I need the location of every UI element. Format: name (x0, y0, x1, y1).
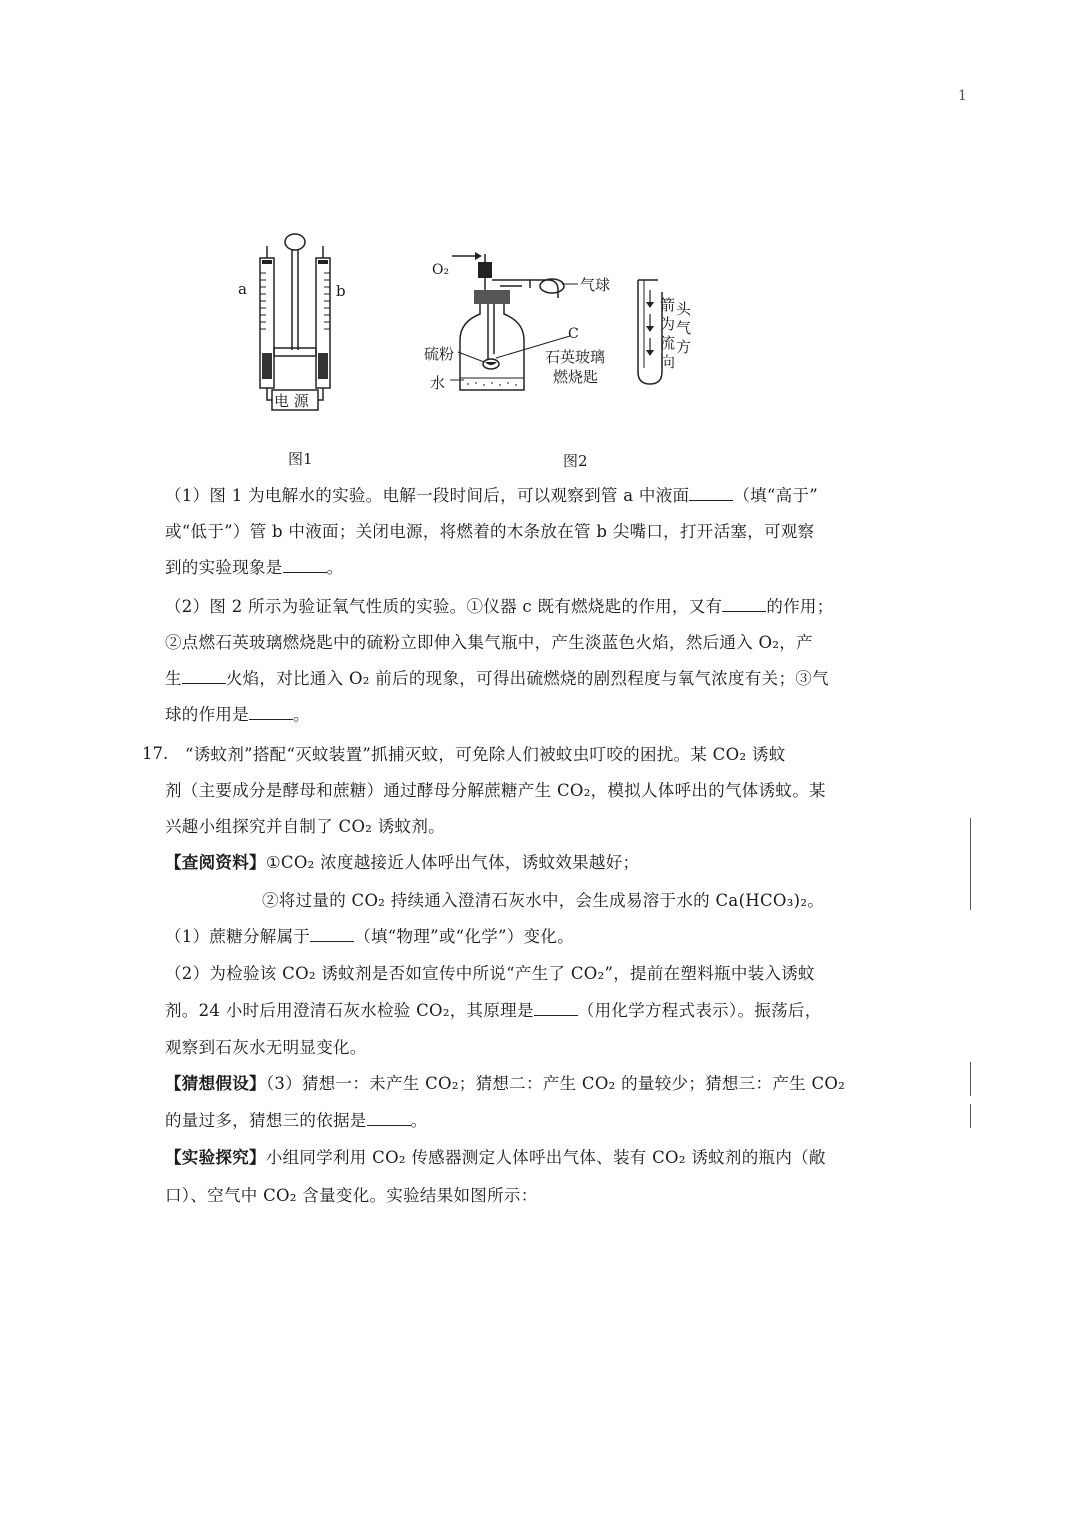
q17-sub2-line1: （2）为检验该 CO₂ 诱蚊剂是否如宣传中所说“产生了 CO₂”，提前在塑料瓶中装入诱蚊 (165, 964, 815, 983)
figure-2-label-balloon: 气球 (580, 276, 611, 294)
figure-1-power-label: 电 源 (274, 392, 309, 410)
q17-intro-line1: “诱蚊剂”搭配“灭蚊装置”抓捕灭蚊，可免除人们被蚊虫叮咬的困扰。某 CO₂ 诱蚊 (185, 745, 786, 764)
q17-experiment-line2: 口）、空气中 CO₂ 含量变化。实验结果如图所示： (165, 1186, 538, 1205)
reservoir-bulb (285, 234, 305, 250)
page-mark: 1 (958, 88, 967, 104)
q17-number: 17. (142, 744, 169, 763)
answer-blank (534, 1001, 578, 1016)
q17-reference-line2: ②将过量的 CO₂ 持续通入澄清石灰水中，会生成易溶于水的 Ca(HCO₃)₂。 (262, 891, 825, 910)
q17-intro-line2: 剂（主要成分是酵母和蔗糖）通过酵母分解蔗糖产生 CO₂，模拟人体呼出的气体诱蚊。某 (165, 781, 826, 800)
q16-part2-line1: （2）图 2 所示为验证氧气性质的实验。①仪器 c 既有燃烧匙的作用，又有 的作用； (165, 597, 834, 616)
scan-mark (970, 818, 971, 910)
q16-part2-line2: ②点燃石英玻璃燃烧匙中的硫粉立即伸入集气瓶中，产生淡蓝色火焰，然后通入 O₂，产 (165, 633, 813, 652)
electrode-left (262, 353, 272, 379)
q17-intro-line3: 兴趣小组探究并自制了 CO₂ 诱蚊剂。 (165, 817, 445, 836)
q16-part1-line1: （1）图 1 为电解水的实验。电解一段时间后，可以观察到管 a 中液面 （填“高于” (165, 486, 818, 505)
figure-2-label-sulfur: 硫粉 (424, 345, 455, 363)
electrode-right (318, 353, 328, 379)
gas-bottle (460, 304, 524, 390)
figure-1-label-b: b (336, 282, 346, 300)
answer-blank (249, 705, 293, 720)
scan-mark (970, 1104, 971, 1128)
figure-2-label-spoon-1: 石英玻璃 (545, 348, 606, 366)
figure-2-label-c: C (568, 326, 579, 342)
answer-blank (367, 1111, 411, 1126)
answer-blank (283, 558, 327, 573)
figure-1-label-a: a (238, 280, 247, 298)
figure-2-arrow-note-col2: 头气方 (676, 300, 692, 356)
figure-2-label-spoon-2: 燃烧匙 (553, 368, 599, 386)
q17-hypothesis-line2: 的量过多，猜想三的依据是 。 (165, 1111, 428, 1130)
figure-2-arrow-note-col1: 箭为流向 (660, 296, 676, 371)
q17-sub1: （1）蔗糖分解属于 （填“物理”或“化学”）变化。 (165, 927, 574, 946)
answer-blank (689, 486, 733, 501)
q17-experiment-line1: 【实验探究】小组同学利用 CO₂ 传感器测定人体呼出气体、装有 CO₂ 诱蚊剂的瓶内（敞 (165, 1148, 826, 1167)
figure-2-label-water: 水 (430, 374, 446, 392)
q16-part1-line3: 到的实验现象是 。 (165, 558, 344, 577)
q17-sub2-line3: 观察到石灰水无明显变化。 (165, 1038, 367, 1057)
q16-part2-line4: 球的作用是 。 (165, 705, 310, 724)
q17-reference-line1: 【查阅资料】①CO₂ 浓度越接近人体呼出气体，诱蚊效果越好； (165, 853, 640, 872)
q16-part2-line3: 生 火焰，对比通入 O₂ 前后的现象，可得出硫燃烧的剧烈程度与氧气浓度有关；③气 (165, 669, 829, 688)
figure-1-caption: 图1 (288, 450, 313, 468)
answer-blank (722, 597, 766, 612)
answer-blank (310, 927, 354, 942)
q16-part1-line2: 或“低于”）管 b 中液面；关闭电源，将燃着的木条放在管 b 尖嘴口，打开活塞，可观察 (165, 522, 815, 541)
q17-sub2-line2: 剂。24 小时后用澄清石灰水检验 CO₂，其原理是 （用化学方程式表示）。振荡后， (165, 1001, 822, 1020)
figure-1-electrolysis-diagram (228, 228, 358, 413)
figure-2-label-o2: O₂ (432, 262, 450, 278)
stopper (474, 290, 510, 304)
figure-2-caption: 图2 (563, 452, 588, 470)
q17-hypothesis-line1: 【猜想假设】（3）猜想一：未产生 CO₂；猜想二：产生 CO₂ 的量较少；猜想三：产生 CO₂ (165, 1074, 846, 1093)
answer-blank (182, 669, 226, 684)
scan-mark (970, 1062, 971, 1096)
